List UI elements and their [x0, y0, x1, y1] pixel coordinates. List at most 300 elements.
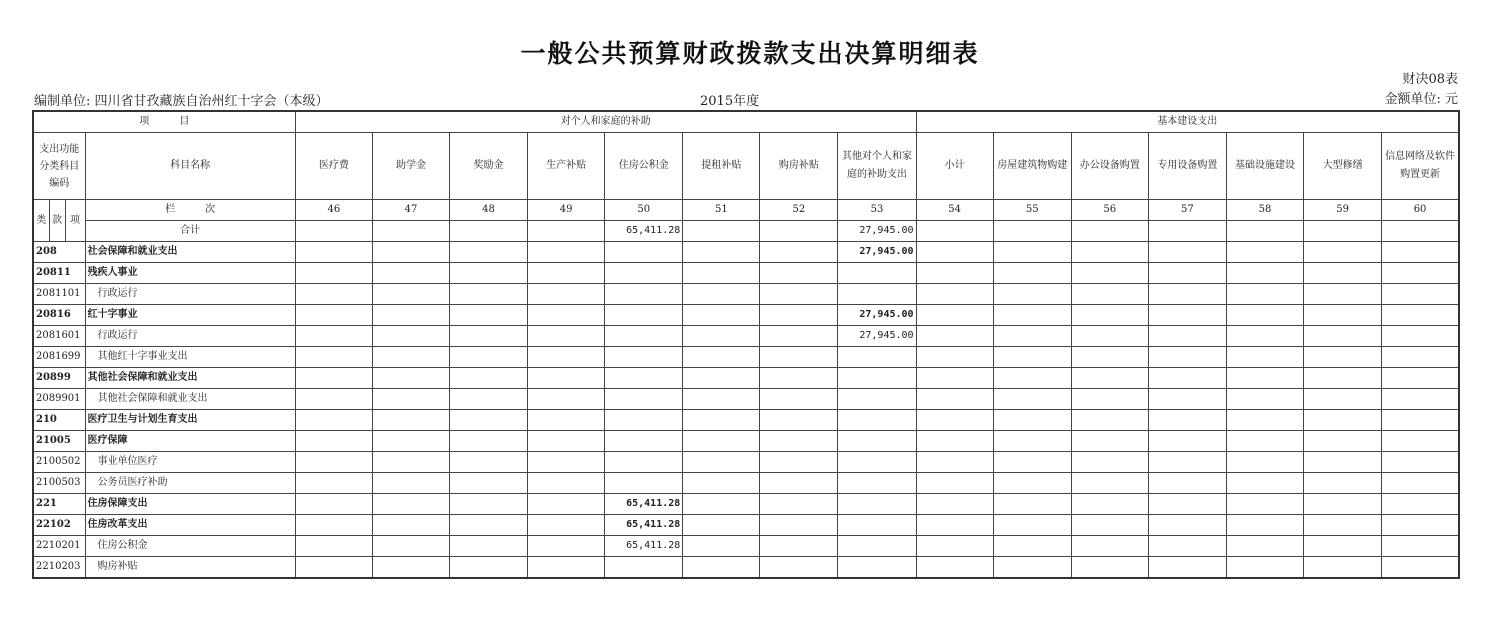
subject-code: 2210201 [33, 536, 85, 557]
amount-cell [683, 494, 760, 515]
amount-cell [528, 557, 605, 579]
amount-cell [1226, 305, 1303, 326]
total-cell [450, 221, 528, 242]
amount-cell [528, 515, 605, 536]
total-cell [916, 221, 993, 242]
total-cell [295, 221, 372, 242]
amount-cell [1226, 473, 1303, 494]
amount-cell [1148, 389, 1226, 410]
amount-cell: 65,411.28 [605, 536, 683, 557]
subject-code: 2100502 [33, 452, 85, 473]
amount-cell [1148, 473, 1226, 494]
amount-cell [838, 536, 916, 557]
amount-cell [1148, 305, 1226, 326]
total-cell [372, 221, 449, 242]
amount-cell [683, 263, 760, 284]
subject-name: 社会保障和就业支出 [85, 242, 295, 263]
amount-cell [1226, 263, 1303, 284]
amount-cell [528, 452, 605, 473]
amount-cell [760, 263, 838, 284]
amount-cell [1148, 326, 1226, 347]
amount-cell [1071, 431, 1148, 452]
amount-cell [683, 284, 760, 305]
amount-cell [1304, 452, 1382, 473]
amount-cell [1226, 452, 1303, 473]
amount-cell [993, 410, 1071, 431]
total-cell [760, 221, 838, 242]
amount-cell [993, 452, 1071, 473]
subject-code: 20899 [33, 368, 85, 389]
amount-cell [528, 410, 605, 431]
amount-cell [916, 410, 993, 431]
total-cell [1304, 221, 1382, 242]
amount-cell [528, 284, 605, 305]
amount-cell [916, 557, 993, 579]
amount-cell [1148, 494, 1226, 515]
subject-code: 2089901 [33, 389, 85, 410]
amount-cell [605, 410, 683, 431]
subject-name: 行政运行 [85, 284, 295, 305]
column-number: 59 [1304, 200, 1382, 221]
amount-cell [1304, 410, 1382, 431]
amount-cell [1071, 263, 1148, 284]
amount-cell [683, 389, 760, 410]
amount-cell [760, 326, 838, 347]
column-number: 57 [1148, 200, 1226, 221]
amount-cell [993, 305, 1071, 326]
table-row [33, 410, 1459, 431]
column-number: 60 [1382, 200, 1459, 221]
table-row [33, 263, 1459, 284]
amount-cell [1226, 431, 1303, 452]
amount-cell [605, 326, 683, 347]
amount-cell [1304, 515, 1382, 536]
amount-cell [295, 389, 372, 410]
amount-cell [450, 389, 528, 410]
amount-cell [450, 242, 528, 263]
amount-cell [372, 473, 449, 494]
amount-cell [1071, 389, 1148, 410]
amount-cell [916, 473, 993, 494]
amount-cell [295, 368, 372, 389]
amount-cell [1382, 452, 1459, 473]
amount-cell [605, 431, 683, 452]
amount-cell [916, 389, 993, 410]
total-cell [1382, 221, 1459, 242]
amount-cell [1382, 557, 1459, 579]
amount-cell [605, 368, 683, 389]
column-number: 52 [760, 200, 838, 221]
column-number: 47 [372, 200, 449, 221]
total-label: 合计 [85, 221, 295, 242]
column-header: 住房公积金 [605, 133, 683, 200]
total-cell: 65,411.28 [605, 221, 683, 242]
amount-cell [450, 368, 528, 389]
amount-cell [1382, 347, 1459, 368]
amount-cell [916, 494, 993, 515]
amount-cell [372, 347, 449, 368]
amount-cell [295, 431, 372, 452]
amount-cell [760, 515, 838, 536]
table-row [33, 284, 1459, 305]
subject-code: 20811 [33, 263, 85, 284]
column-number: 50 [605, 200, 683, 221]
amount-cell [1148, 410, 1226, 431]
amount-cell [1382, 536, 1459, 557]
amount-cell [450, 410, 528, 431]
subject-name: 医疗卫生与计划生育支出 [85, 410, 295, 431]
amount-cell [295, 326, 372, 347]
amount-cell [1382, 326, 1459, 347]
amount-cell [1226, 368, 1303, 389]
subject-name: 红十字事业 [85, 305, 295, 326]
amount-cell [916, 305, 993, 326]
column-header: 其他对个人和家庭的补助支出 [838, 133, 916, 200]
amount-cell [683, 242, 760, 263]
amount-cell [528, 263, 605, 284]
amount-cell [1304, 431, 1382, 452]
row-index-xiang: 项 [65, 200, 85, 242]
amount-cell [1071, 284, 1148, 305]
amount-cell [760, 431, 838, 452]
amount-cell [528, 431, 605, 452]
amount-cell [450, 515, 528, 536]
amount-cell [1226, 326, 1303, 347]
amount-cell [1304, 368, 1382, 389]
amount-cell [528, 389, 605, 410]
amount-cell [605, 284, 683, 305]
group-header-capital-construction: 基本建设支出 [916, 111, 1459, 133]
amount-cell [683, 452, 760, 473]
subject-name: 其他社会保障和就业支出 [85, 368, 295, 389]
subject-name: 医疗保障 [85, 431, 295, 452]
row-index-lei: 类 [33, 200, 49, 242]
amount-cell [760, 389, 838, 410]
amount-cell [1382, 242, 1459, 263]
amount-cell [1304, 494, 1382, 515]
amount-cell [1304, 305, 1382, 326]
amount-cell [605, 263, 683, 284]
amount-cell [295, 494, 372, 515]
amount-cell [1148, 431, 1226, 452]
amount-cell [916, 431, 993, 452]
amount-cell [683, 410, 760, 431]
subject-code: 2081601 [33, 326, 85, 347]
amount-cell [605, 389, 683, 410]
amount-cell [450, 326, 528, 347]
amount-cell [1071, 557, 1148, 579]
amount-cell [838, 263, 916, 284]
amount-cell [993, 494, 1071, 515]
amount-cell: 27,945.00 [838, 305, 916, 326]
amount-cell [993, 347, 1071, 368]
form-number: 财决08表 [1402, 72, 1458, 87]
amount-cell [372, 494, 449, 515]
amount-cell [528, 494, 605, 515]
column-number: 53 [838, 200, 916, 221]
amount-cell [838, 347, 916, 368]
item-header: 项 目 [33, 111, 295, 133]
header-row-1 [33, 111, 1459, 133]
amount-cell [450, 305, 528, 326]
amount-cell [1148, 452, 1226, 473]
amount-cell [1304, 242, 1382, 263]
code-column-label: 支出功能分类科目编码 [33, 133, 85, 200]
column-header: 助学金 [372, 133, 449, 200]
amount-cell [683, 368, 760, 389]
amount-cell [683, 305, 760, 326]
amount-cell [450, 347, 528, 368]
amount-cell [1148, 347, 1226, 368]
amount-cell [372, 263, 449, 284]
amount-cell [372, 305, 449, 326]
amount-cell [450, 536, 528, 557]
amount-cell [1071, 242, 1148, 263]
amount-cell [295, 557, 372, 579]
amount-cell [372, 557, 449, 579]
amount-cell [295, 263, 372, 284]
amount-cell: 27,945.00 [838, 242, 916, 263]
amount-cell [683, 347, 760, 368]
amount-cell [838, 557, 916, 579]
amount-cell [993, 473, 1071, 494]
amount-cell [838, 284, 916, 305]
amount-cell [838, 494, 916, 515]
column-number: 58 [1226, 200, 1303, 221]
group-header-personal-subsidy: 对个人和家庭的补助 [295, 111, 916, 133]
amount-cell: 65,411.28 [605, 515, 683, 536]
subject-code: 2081699 [33, 347, 85, 368]
amount-cell [295, 515, 372, 536]
page-title: 一般公共预算财政拨款支出决算明细表 [520, 39, 980, 68]
amount-cell [993, 368, 1071, 389]
column-header: 大型修缮 [1304, 133, 1382, 200]
amount-cell [838, 431, 916, 452]
table-row [33, 242, 1459, 263]
amount-cell [683, 557, 760, 579]
amount-cell [450, 557, 528, 579]
amount-cell [1148, 263, 1226, 284]
amount-cell [1382, 389, 1459, 410]
amount-cell [372, 389, 449, 410]
amount-cell [916, 284, 993, 305]
amount-cell [1382, 410, 1459, 431]
name-column-label: 科目名称 [85, 133, 295, 200]
amount-cell [372, 431, 449, 452]
amount-cell [838, 452, 916, 473]
amount-cell [1304, 347, 1382, 368]
amount-cell [1226, 494, 1303, 515]
amount-cell [528, 326, 605, 347]
amount-cell [450, 473, 528, 494]
amount-cell [1304, 389, 1382, 410]
amount-cell [450, 452, 528, 473]
total-row [33, 221, 1459, 242]
column-number: 55 [993, 200, 1071, 221]
column-header: 专用设备购置 [1148, 133, 1226, 200]
amount-cell [605, 305, 683, 326]
amount-cell [838, 368, 916, 389]
amount-cell [993, 242, 1071, 263]
amount-cell [1148, 284, 1226, 305]
amount-cell [993, 326, 1071, 347]
amount-cell [372, 515, 449, 536]
amount-cell [683, 536, 760, 557]
amount-cell [1071, 473, 1148, 494]
amount-cell [683, 473, 760, 494]
amount-cell [760, 452, 838, 473]
amount-cell [1148, 242, 1226, 263]
amount-cell [838, 473, 916, 494]
column-header: 奖励金 [450, 133, 528, 200]
subject-code: 2210203 [33, 557, 85, 579]
amount-cell [760, 557, 838, 579]
amount-cell [1148, 536, 1226, 557]
subject-name: 住房保障支出 [85, 494, 295, 515]
amount-cell [605, 347, 683, 368]
amount-cell [1382, 263, 1459, 284]
amount-cell [295, 305, 372, 326]
column-header: 基础设施建设 [1226, 133, 1303, 200]
subject-name: 事业单位医疗 [85, 452, 295, 473]
amount-cell [993, 431, 1071, 452]
amount-cell [450, 284, 528, 305]
amount-cell [760, 284, 838, 305]
amount-cell [295, 452, 372, 473]
column-header: 信息网络及软件购置更新 [1382, 133, 1459, 200]
amount-cell [528, 347, 605, 368]
column-number: 51 [683, 200, 760, 221]
amount-cell [450, 263, 528, 284]
amount-cell [1226, 284, 1303, 305]
amount-cell [760, 347, 838, 368]
amount-cell [1226, 389, 1303, 410]
table-row [33, 515, 1459, 536]
amount-cell [1304, 536, 1382, 557]
amount-cell [1382, 473, 1459, 494]
column-number: 49 [528, 200, 605, 221]
column-header: 房屋建筑物购建 [993, 133, 1071, 200]
subject-code: 2081101 [33, 284, 85, 305]
total-cell [993, 221, 1071, 242]
column-number-row [33, 200, 1459, 221]
amount-cell [528, 305, 605, 326]
amount-cell [1382, 284, 1459, 305]
subject-code: 221 [33, 494, 85, 515]
subject-name: 购房补贴 [85, 557, 295, 579]
amount-cell [1304, 473, 1382, 494]
amount-cell [1071, 410, 1148, 431]
amount-cell [372, 368, 449, 389]
expenditure-table [32, 110, 1460, 579]
subject-name: 残疾人事业 [85, 263, 295, 284]
compiling-unit: 编制单位: 四川省甘孜藏族自治州红十字会（本级） [34, 94, 329, 109]
amount-cell [1226, 557, 1303, 579]
amount-cell [1071, 305, 1148, 326]
amount-cell [1148, 515, 1226, 536]
amount-cell [1071, 494, 1148, 515]
table-row [33, 347, 1459, 368]
amount-cell [683, 515, 760, 536]
amount-cell [1382, 431, 1459, 452]
total-cell [683, 221, 760, 242]
amount-cell [605, 473, 683, 494]
amount-cell [683, 431, 760, 452]
table-row [33, 452, 1459, 473]
amount-cell: 27,945.00 [838, 326, 916, 347]
amount-cell [528, 473, 605, 494]
amount-cell [372, 242, 449, 263]
amount-cell [916, 452, 993, 473]
subject-name: 其他社会保障和就业支出 [85, 389, 295, 410]
amount-cell [1382, 305, 1459, 326]
subject-code: 21005 [33, 431, 85, 452]
amount-cell [372, 284, 449, 305]
amount-cell [295, 536, 372, 557]
amount-cell [295, 242, 372, 263]
amount-cell [838, 389, 916, 410]
amount-cell [1071, 515, 1148, 536]
amount-cell [916, 515, 993, 536]
amount-cell [1071, 536, 1148, 557]
amount-cell [372, 326, 449, 347]
subject-code: 22102 [33, 515, 85, 536]
total-cell: 27,945.00 [838, 221, 916, 242]
amount-cell [1382, 494, 1459, 515]
amount-cell [450, 431, 528, 452]
amount-cell [295, 410, 372, 431]
amount-cell [916, 347, 993, 368]
amount-cell [993, 263, 1071, 284]
amount-cell: 65,411.28 [605, 494, 683, 515]
amount-cell [605, 452, 683, 473]
amount-cell [605, 557, 683, 579]
amount-cell [1304, 263, 1382, 284]
amount-cell [760, 536, 838, 557]
table-row [33, 305, 1459, 326]
amount-cell [760, 368, 838, 389]
amount-cell [1226, 347, 1303, 368]
amount-unit: 金额单位: 元 [1384, 92, 1458, 107]
total-cell [1226, 221, 1303, 242]
subject-name: 行政运行 [85, 326, 295, 347]
amount-cell [528, 242, 605, 263]
amount-cell [916, 368, 993, 389]
table-row [33, 389, 1459, 410]
amount-cell [916, 242, 993, 263]
amount-cell [683, 326, 760, 347]
amount-cell [916, 536, 993, 557]
amount-cell [1226, 536, 1303, 557]
amount-cell [993, 557, 1071, 579]
column-header: 医疗费 [295, 133, 372, 200]
amount-cell [838, 515, 916, 536]
total-cell [1148, 221, 1226, 242]
subject-name: 住房改革支出 [85, 515, 295, 536]
column-header: 购房补贴 [760, 133, 838, 200]
amount-cell [1304, 284, 1382, 305]
amount-cell [1071, 452, 1148, 473]
fiscal-year: 2015年度 [700, 94, 760, 109]
table-row [33, 368, 1459, 389]
amount-cell [295, 347, 372, 368]
amount-cell [1148, 557, 1226, 579]
amount-cell [605, 242, 683, 263]
amount-cell [1071, 347, 1148, 368]
subject-name: 住房公积金 [85, 536, 295, 557]
amount-cell [528, 368, 605, 389]
subject-name: 公务员医疗补助 [85, 473, 295, 494]
